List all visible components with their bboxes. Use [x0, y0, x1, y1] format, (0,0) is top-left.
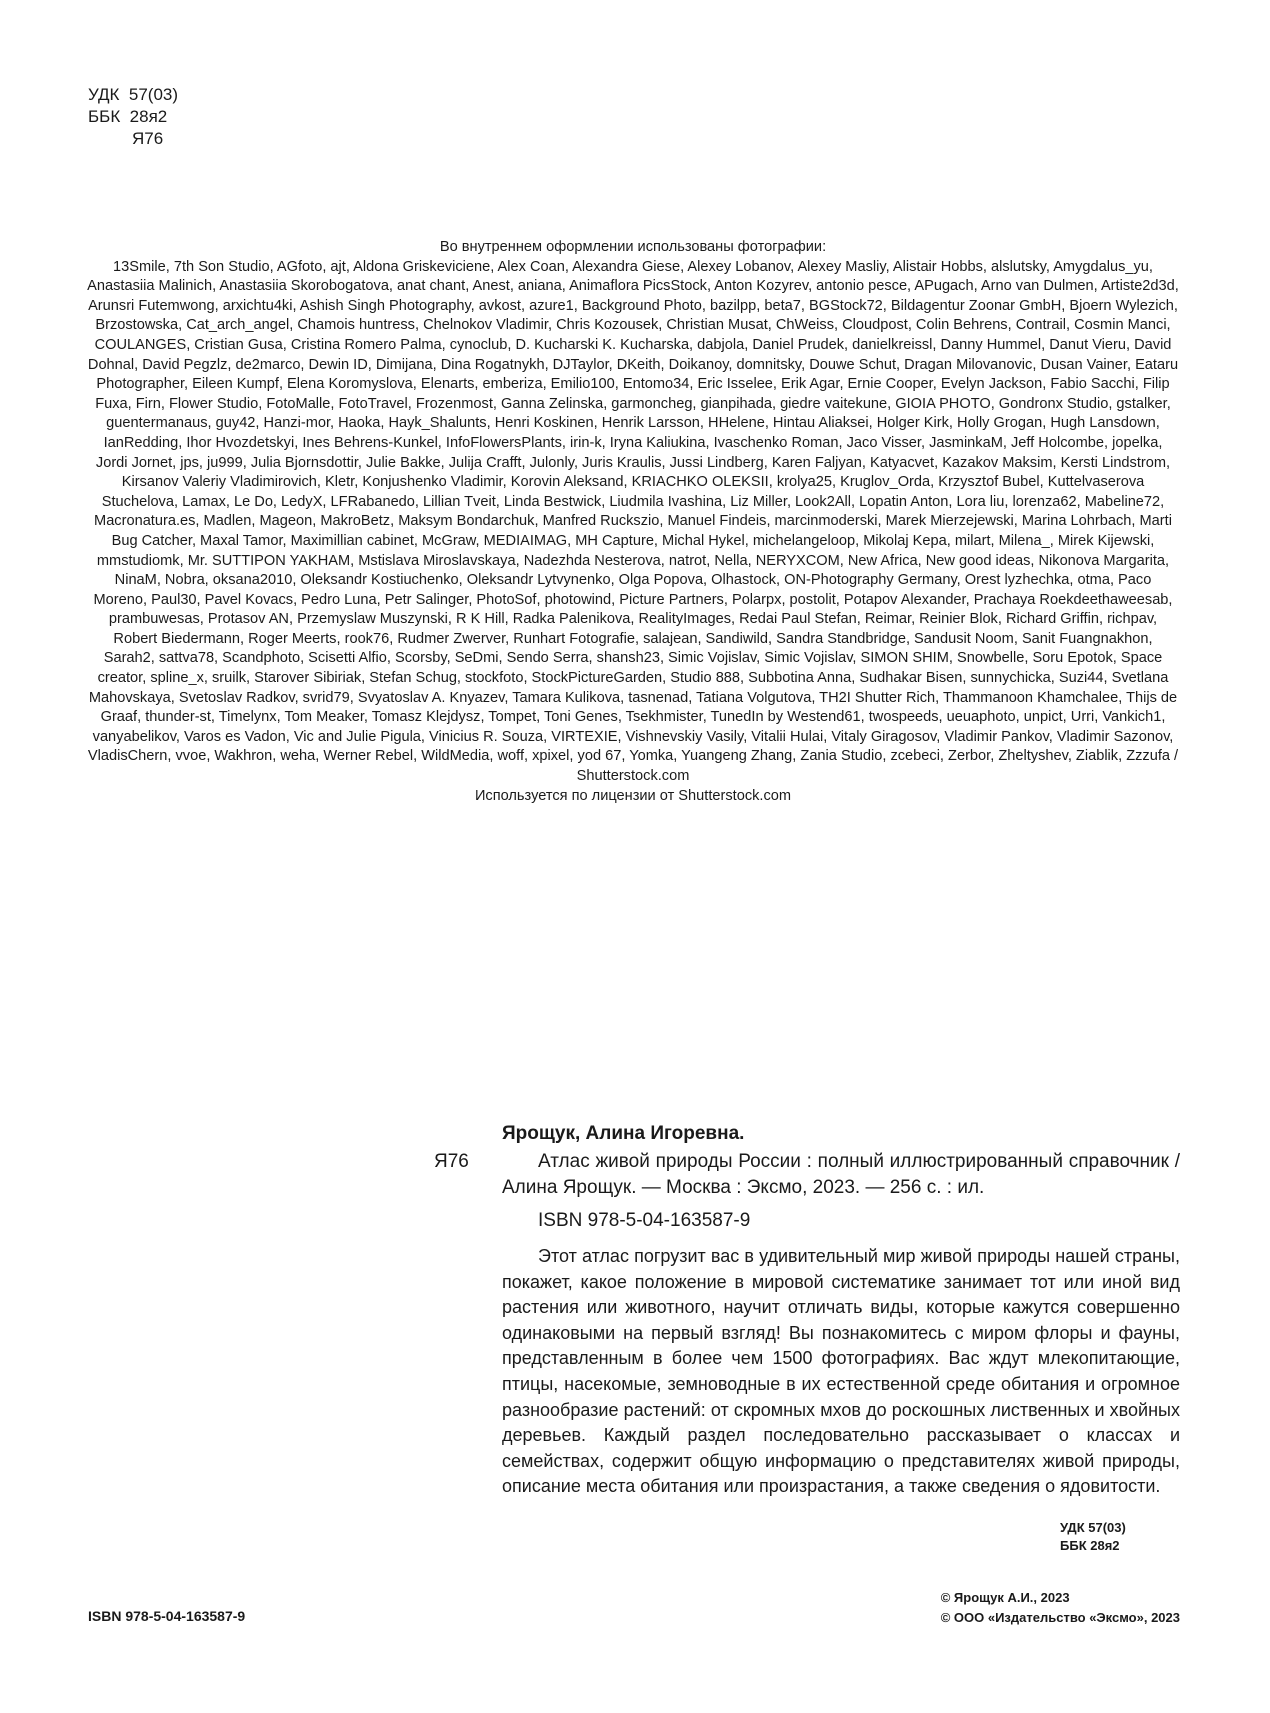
credits-names: 13Smile, 7th Son Studio, AGfoto, ajt, Aldona Griskeviciene, Alex Coan, Alexandra Giese, Alexey Lobanov, Alexey Masliy, Alistair Hobbs, alslutsky, Amygdalus_yu, Anastasiia Malinich, Anastasiia Skorobogatova, anat chant, Anest, aniana, Animaflora PicsStock, Anton Kozyrev, antonio pesce, APugach, Arno van Dulmen, Artiste2d3d, Arunsri Futemwong, arxichtu4ki, Ashish Singh Photography, avkost, azure1, Background Photo, bazilpp, beta7, BGStock72, Bildagentur Zoonar GmbH, Bjoern Wylezich, Brzostowska, Cat_arch_angel, Chamois huntress, Chelnokov Vladimir, Chris Kozousek, Christian Musat, ChWeiss, Cloudpost, Colin Behrens, Contrail, Cosmin Manci, COULANGES, Cristian Gusa, Cristina Romero Palma, cynoclub, D. Kucharski K. Kucharska, dabjola, Daniel Prudek, danielkreissl, Danny Hummel, Danut Vieru, David Dohnal, David Pegzlz, de2marco, Dewin ID, Dimijana, Dina Rogatnykh, DJTaylor, DKeith, Doikanoy, domnitsky, Douwe Schut, Dragan Milovanovic, Dusan Vainer, Eataru Photographer, Eileen Kumpf, Elena Koromyslova, Elenarts, emberiza, Emilio100, Entomo34, Eric Isselee, Erik Agar, Ernie Cooper, Evelyn Jackson, Fabio Sacchi, Filip Fuxa, Firn, Flower Studio, FotoMalle, FotoTravel, Frozenmost, Ganna Zelinska, garmoncheg, gianpihada, giedre vaitekune, GIOIA PHOTO, Gondronx Studio, gstalker, guentermanaus, guy42, Hanzi-mor, Haoka, Hayk_Shalunts, Henri Koskinen, Henrik Larsson, HHelene, Hintau Aliaksei, Holger Kirk, Holly Grogan, Hugh Lansdown, IanRedding, Ihor Hvozdetskyi, Ines Behrens-Kunkel, InfoFlowersPlants, irin-k, Iryna Kaliukina, Ivaschenko Roman, Jaco Visser, JasminkaM, Jeff Holcombe, jopelka, Jordi Jornet, jps, ju999, Julia Bjornsdottir, Julie Bakke, Julija Crafft, Julonly, Juris Kraulis, Jussi Lindberg, Karen Faljyan, Katyacvet, Kazakov Maksim, Kersti Lindstrom, Kirsanov Valeriy Vladimirovich, Kletr, Konjushenko Vladimir, Korovin Aleksand, KRIACHKO OLEKSII, krolya25, Kruglov_Orda, Krzysztof Bubel, Kuttelvaserova Stuchelova, Lamax, Le Do, LedyX, LFRabanedo, Lillian Tveit, Linda Bestwick, Liudmila Ivashina, Liz Miller, Look2All, Lopatin Anton, Lora liu, lorenza62, Mabeline72, Macronatura.es, Madlen, Mageon, MakroBetz, Maksym Bondarchuk, Manfred Ruckszio, Manuel Findeis, marcinmoderski, Marek Mierzejewski, Marina Lohrbach, Marti Bug Catcher, Maxal Tamor, Maximillian cabinet, McGraw, MEDIAIMAG, MH Capture, Michal Hykel, michelangeloop, Mikolaj Kepa, milart, Milena_, Mirek Kijewski, mmstudiomk, Mr. SUTTIPON YAKHAM, Mstislava Miroslavskaya, Nadezhda Nesterova, natrot, Nella, NERYXCOM, New Africa, New good ideas, Nikonova Margarita, NinaM, Nobra, oksana2010, Oleksandr Kostiuchenko, Oleksandr Lytvynenko, Olga Popova, Olhastock, ON-Photography Germany, Orest lyzhechka, otma, Paco Moreno, Paul30, Pavel Kovacs, Pedro Luna, Petr Salinger, PhotoSof, photowind, Picture Partners, Polarpx, postolit, Potapov Alexander, Prachaya Roekdeethaweesab, prambuwesas, Protasov AN, Przemyslaw Muszynski, R K Hill, Radka Palenikova, RealityImages, Redai Paul Stefan, Reimar, Reinier Blok, Richard Griffin, richpav, Robert Biedermann, Roger Meerts, rook76, Rudmer Zwerver, Runhart Fotografie, salajean, Sandiwild, Sandra Standbridge, Sandusit Noom, Sanit Fuangnakhon, Sarah2, sattva78, Scandphoto, Scisetti Alfio, Scorsby, SeDmi, Sendo Serra, shansh23, Simic Vojislav, Simic Vojislav, SIMON SHIM, Snowbelle, Soru Epotok, Space creator, spline_x, sruilk, Starover Sibiriak, Stefan Schug, stockfoto, StockPictureGarden, Studio 888, Subbotina Anna, Sudhakar Bisen, sunnychicka, Suzi44, Svetlana Mahovskaya, Svetoslav Radkov, svrid79, Svyatoslav A. Knyazev, Tamara Kulikova, tasnenad, Tatiana Volgutova, TH2I Shutter Rich, Thammanoon Khamchalee, Thijs de Graaf, thunder-st, Timelynx, Tom Meaker, Tomasz Klejdysz, Tompet, Toni Genes, Tsekhmister, TunedIn by Westend61, twospeeds, ueuaphoto, unpict, Urri, Vankich1, vanyabelikov, Varos es Vadon, Vic and Julie Pigula, Vinicius R. Souza, VIRTEXIE, Vishnevskiy Vasily, Vitalii Hulai, Vitaly Giragosov, Vladimir Pankov, Vladimir Sazonov, VladisChern, vvoe, Wakhron, weha, Werner Rebel, WildMedia, woff, xpixel, yod 67, Yomka, Yuangeng Zhang, Zania Studio, zcebeci, Zerbor, Zheltyshev, Ziablik, Zzzufa / Shutterstock.com: [87, 258, 1179, 785]
classification-codes: [88, 84, 178, 150]
photo-credits: [86, 238, 1180, 806]
udk-code: УДК 57(03): [88, 85, 179, 104]
author-mark: Я76: [132, 129, 164, 148]
card-description: Атлас живой природы России : полный иллюстрированный справочник / Алина Ярощук. — Москва : Эксмо, 2023. — 256 с. : ил.: [502, 1151, 1180, 1198]
copyright-publisher: © ООО «Издательство «Эксмо», 2023: [940, 1610, 1180, 1625]
credits-heading: Во внутреннем оформлении использованы фотографии:: [439, 239, 827, 255]
copyright-author: © Ярощук А.И., 2023: [940, 1590, 1070, 1605]
annotation: Этот атлас погрузит вас в удивительный мир живой природы нашей страны, покажет, какое положение в мировой систематике занимает тот или иной вид растения или животного, научит отличать виды, которые кажутся совершенно одинаковыми на первый взгляд! Вы познакомитесь с миром флоры и фауны, представленным в более чем 1500 фотографиях. Вас ждут млекопитающие, птицы, насекомые, земноводные в их естественной среде обитания и огромное разнообразие растений: от скромных мхов до роскошных лиственных и хвойных деревьев. Каждый раздел последовательно рассказывает о классах и семействах, содержит общую информацию о представителях живой природы, описание места обитания или произрастания, а также сведения о ядовитости.: [502, 1246, 1180, 1497]
bottom-isbn: ISBN 978-5-04-163587-9: [88, 1608, 246, 1624]
card-code: Я76: [434, 1151, 469, 1172]
bbk-code: ББК 28я2: [88, 107, 168, 126]
card-author: Ярощук, Алина Игоревна.: [502, 1123, 745, 1144]
card-isbn: ISBN 978-5-04-163587-9: [538, 1210, 751, 1231]
bottom-bbk: ББК 28я2: [1060, 1538, 1120, 1553]
copyright-block: [941, 1588, 1180, 1628]
bottom-udk: УДК 57(03): [1060, 1520, 1126, 1535]
bottom-classification: [1060, 1519, 1180, 1555]
credits-license: Используется по лицензии от Shutterstock.com: [474, 787, 792, 804]
